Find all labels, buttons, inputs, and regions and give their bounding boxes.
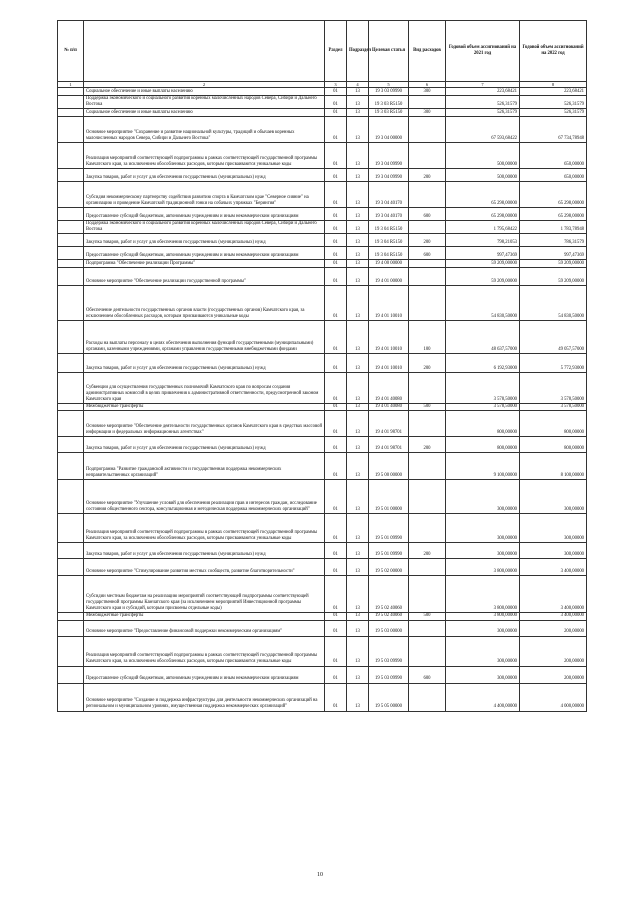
section-cell: 01	[325, 354, 347, 373]
table-row	[58, 480, 587, 514]
table-row	[58, 514, 587, 543]
exp-type-cell	[409, 143, 446, 169]
target-cell: 19 5 03 09990	[369, 666, 409, 683]
name-cell: Закупка товаров, работ и услуг для обеспечения государственных (муниципальных) нужд	[84, 543, 325, 559]
exp-type-cell	[409, 480, 446, 514]
name-cell: Социальное обеспечение и иные выплаты населению	[84, 88, 325, 96]
section-cell: 01	[325, 437, 347, 453]
name-cell: Обеспечение деятельности государственных органов власти (государственных органов) Камчатского края, за исключением обособленных расходов, которым присваиваются уникальные коды	[84, 286, 325, 321]
name-cell: Закупка товаров, работ и услуг для обеспечения государственных (муниципальных) нужд	[84, 234, 325, 247]
subsection-cell: 13	[347, 666, 369, 683]
num-cell	[58, 96, 84, 109]
section-cell: 01	[325, 88, 347, 96]
exp-type-cell: 200	[409, 437, 446, 453]
num-cell	[58, 234, 84, 247]
table-row	[58, 559, 587, 576]
section-cell: 01	[325, 234, 347, 247]
target-cell: 19 5 01 09990	[369, 514, 409, 543]
vol-2021-cell: 526,31579	[446, 109, 520, 117]
section-cell: 01	[325, 260, 347, 268]
name-cell: Субсидия некоммерческому партнерству содействия развитию спорта в Камчатском крае "Северное сияние" на организацию и проведение Камчатской традиционной гонки на собачьих упряжках "Берингия"	[84, 182, 325, 208]
table-row	[58, 234, 587, 247]
vol-2021-cell: 300,00000	[446, 666, 520, 683]
section-cell: 01	[325, 182, 347, 208]
vol-2021-cell: 48 637,57000	[446, 321, 520, 354]
name-cell: Предоставление субсидий бюджетным, автономным учреждениям и иным некоммерческим организациям	[84, 247, 325, 260]
subsection-cell: 13	[347, 234, 369, 247]
section-cell: 01	[325, 480, 347, 514]
table-row	[58, 404, 587, 411]
subsection-cell: 13	[347, 559, 369, 576]
col-number: 1	[58, 82, 84, 88]
section-cell: 01	[325, 373, 347, 404]
vol-2021-cell: 59 209,00000	[446, 260, 520, 268]
name-cell: Социальное обеспечение и иные выплаты населению	[84, 109, 325, 117]
vol-2022-cell: 223,68421	[520, 88, 587, 96]
table-row	[58, 268, 587, 286]
section-cell: 01	[325, 143, 347, 169]
target-cell: 19 4 01 10010	[369, 286, 409, 321]
vol-2021-cell: 500,00000	[446, 143, 520, 169]
section-cell: 01	[325, 613, 347, 620]
section-cell: 01	[325, 453, 347, 480]
num-cell	[58, 404, 84, 411]
section-cell: 01	[325, 321, 347, 354]
num-cell	[58, 620, 84, 636]
exp-type-cell	[409, 559, 446, 576]
vol-2021-cell: 997,47369	[446, 247, 520, 260]
table-row	[58, 411, 587, 437]
vol-2022-cell: 800,00000	[520, 437, 587, 453]
target-cell: 19 4 01 98701	[369, 437, 409, 453]
vol-2021-cell: 526,31579	[446, 96, 520, 109]
target-cell: 19 3 04 09990	[369, 169, 409, 182]
section-cell: 01	[325, 559, 347, 576]
vol-2022-cell: 997,47369	[520, 247, 587, 260]
vol-2022-cell: 3 400,00000	[520, 559, 587, 576]
vol-2022-cell: 3 400,00000	[520, 613, 587, 620]
col-number: 4	[347, 82, 369, 88]
num-cell	[58, 221, 84, 234]
subsection-cell: 13	[347, 260, 369, 268]
table-row	[58, 247, 587, 260]
vol-2022-cell: 300,00000	[520, 543, 587, 559]
subsection-cell: 13	[347, 354, 369, 373]
num-cell	[58, 613, 84, 620]
vol-2021-cell: 800,00000	[446, 411, 520, 437]
vol-2022-cell: 3 400,00000	[520, 576, 587, 613]
num-cell	[58, 373, 84, 404]
name-cell: Поддержка экономического и социального развития коренных малочисленных народов Севера, Сибири и Дальнего Востока	[84, 96, 325, 109]
name-cell: Основное мероприятие "Стимулирование развития местных сообществ, развитие благотворительности"	[84, 559, 325, 576]
vol-2021-cell: 65 298,00000	[446, 182, 520, 208]
target-cell: 19 5 02 40060	[369, 576, 409, 613]
exp-type-cell: 500	[409, 404, 446, 411]
table-row	[58, 576, 587, 613]
table-row	[58, 543, 587, 559]
exp-type-cell	[409, 117, 446, 143]
subsection-cell: 13	[347, 453, 369, 480]
vol-2021-cell: 3 800,00000	[446, 576, 520, 613]
col-number: 2	[84, 82, 325, 88]
table-row	[58, 437, 587, 453]
exp-type-cell: 200	[409, 234, 446, 247]
target-cell: 19 5 03 00000	[369, 620, 409, 636]
section-cell: 01	[325, 221, 347, 234]
exp-type-cell	[409, 268, 446, 286]
exp-type-cell	[409, 576, 446, 613]
target-cell: 19 5 03 09990	[369, 636, 409, 666]
header-vol-2022: Годовой объем ассигнований на 2022 год	[520, 21, 587, 82]
name-cell: Субвенции для осуществления государственных полномочий Камчатского края по вопросам создания административных комиссий в целях привлечения к административной ответственности, предусмотренной законом Камчатского края	[84, 373, 325, 404]
vol-2021-cell: 9 100,00000	[446, 453, 520, 480]
vol-2022-cell: 786,31579	[520, 234, 587, 247]
table-row	[58, 683, 587, 711]
section-cell: 01	[325, 208, 347, 221]
header-row	[58, 21, 587, 82]
subsection-cell: 13	[347, 437, 369, 453]
subsection-cell: 13	[347, 221, 369, 234]
vol-2022-cell: 5 772,93000	[520, 354, 587, 373]
name-cell: Основное мероприятие "Сохранение и развитие национальной культуры, традиций и обычаев коренных малочисленных народов Севера, Сибири и Дальнего Востока"	[84, 117, 325, 143]
vol-2021-cell: 300,00000	[446, 514, 520, 543]
target-cell: 19 3 04 R5150	[369, 221, 409, 234]
header-vol-2021: Годовой объем ассигнований на 2021 год	[446, 21, 520, 82]
page-number: 10	[317, 872, 323, 878]
vol-2022-cell: 3 578,50000	[520, 404, 587, 411]
subsection-cell: 13	[347, 88, 369, 96]
num-cell	[58, 321, 84, 354]
vol-2022-cell: 526,31579	[520, 96, 587, 109]
exp-type-cell	[409, 620, 446, 636]
section-cell: 01	[325, 117, 347, 143]
table-row	[58, 109, 587, 117]
exp-type-cell: 100	[409, 321, 446, 354]
target-cell: 19 4 01 10010	[369, 354, 409, 373]
target-cell: 19 3 04 R5150	[369, 234, 409, 247]
name-cell: Предоставление субсидий бюджетным, автономным учреждениям и иным некоммерческим организациям	[84, 208, 325, 221]
subsection-cell: 13	[347, 373, 369, 404]
name-cell: Основное мероприятие "Создание и поддержка инфраструктуры для деятельности некоммерческих организаций на региональном и муниципальном уровнях, имущественная поддержка некоммерческих организаций"	[84, 683, 325, 711]
table-row	[58, 117, 587, 143]
exp-type-cell: 600	[409, 666, 446, 683]
vol-2021-cell: 300,00000	[446, 620, 520, 636]
subsection-cell: 13	[347, 480, 369, 514]
subsection-cell: 13	[347, 182, 369, 208]
section-cell: 01	[325, 576, 347, 613]
vol-2022-cell: 4 000,00000	[520, 683, 587, 711]
num-cell	[58, 182, 84, 208]
target-cell: 19 4 00 00000	[369, 260, 409, 268]
budget-table	[57, 20, 587, 712]
target-cell: 19 3 04 09990	[369, 143, 409, 169]
vol-2022-cell: 800,00000	[520, 411, 587, 437]
target-cell: 19 5 01 09990	[369, 543, 409, 559]
section-cell: 01	[325, 109, 347, 117]
name-cell: Межбюджетные трансферты	[84, 404, 325, 411]
table-row	[58, 260, 587, 268]
subsection-cell: 13	[347, 620, 369, 636]
target-cell: 19 4 01 40080	[369, 373, 409, 404]
vol-2021-cell: 500,00000	[446, 169, 520, 182]
num-cell	[58, 208, 84, 221]
num-cell	[58, 286, 84, 321]
table-row	[58, 321, 587, 354]
vol-2021-cell: 300,00000	[446, 480, 520, 514]
exp-type-cell: 300	[409, 88, 446, 96]
vol-2021-cell: 67 593,68422	[446, 117, 520, 143]
num-cell	[58, 88, 84, 96]
exp-type-cell	[409, 411, 446, 437]
table-row	[58, 88, 587, 96]
exp-type-cell	[409, 373, 446, 404]
section-cell: 01	[325, 514, 347, 543]
table-body	[58, 88, 587, 712]
num-cell	[58, 480, 84, 514]
header-name	[84, 21, 325, 82]
subsection-cell: 13	[347, 683, 369, 711]
target-cell: 19 3 04 40170	[369, 208, 409, 221]
header-subsection: Подраздел	[347, 21, 369, 82]
vol-2022-cell: 65 298,00000	[520, 208, 587, 221]
name-cell: Основное мероприятие "Обеспечение деятельности государственных органов Камчатского края в средствах массовой информации и федеральных информационных агентствах"	[84, 411, 325, 437]
section-cell: 01	[325, 543, 347, 559]
table-row	[58, 636, 587, 666]
num-cell	[58, 169, 84, 182]
num-cell	[58, 268, 84, 286]
subsection-cell: 13	[347, 117, 369, 143]
section-cell: 01	[325, 636, 347, 666]
table-row	[58, 143, 587, 169]
subsection-cell: 13	[347, 576, 369, 613]
vol-2022-cell: 200,00000	[520, 666, 587, 683]
vol-2021-cell: 3 578,50000	[446, 373, 520, 404]
col-number: 7	[446, 82, 520, 88]
vol-2021-cell: 223,68421	[446, 88, 520, 96]
target-cell: 19 3 03 09990	[369, 88, 409, 96]
vol-2022-cell: 650,00000	[520, 143, 587, 169]
vol-2022-cell: 65 298,00000	[520, 182, 587, 208]
exp-type-cell	[409, 636, 446, 666]
subsection-cell: 13	[347, 321, 369, 354]
target-cell: 19 4 01 10010	[369, 321, 409, 354]
vol-2022-cell: 300,00000	[520, 480, 587, 514]
section-cell: 01	[325, 683, 347, 711]
subsection-cell: 13	[347, 169, 369, 182]
exp-type-cell	[409, 96, 446, 109]
exp-type-cell	[409, 514, 446, 543]
table-row	[58, 182, 587, 208]
target-cell: 19 5 05 00000	[369, 683, 409, 711]
vol-2021-cell: 300,00000	[446, 636, 520, 666]
name-cell: Закупка товаров, работ и услуг для обеспечения государственных (муниципальных) нужд	[84, 437, 325, 453]
section-cell: 01	[325, 169, 347, 182]
subsection-cell: 13	[347, 96, 369, 109]
col-number: 5	[369, 82, 409, 88]
col-number: 8	[520, 82, 587, 88]
vol-2021-cell: 4 400,00000	[446, 683, 520, 711]
num-cell	[58, 411, 84, 437]
target-cell: 19 3 04 00000	[369, 117, 409, 143]
num-cell	[58, 260, 84, 268]
exp-type-cell: 500	[409, 613, 446, 620]
target-cell: 19 3 03 R5150	[369, 109, 409, 117]
exp-type-cell	[409, 182, 446, 208]
subsection-cell: 13	[347, 247, 369, 260]
name-cell: Закупка товаров, работ и услуг для обеспечения государственных (муниципальных) нужд	[84, 354, 325, 373]
exp-type-cell: 200	[409, 543, 446, 559]
exp-type-cell: 200	[409, 354, 446, 373]
target-cell: 19 5 00 00000	[369, 453, 409, 480]
vol-2022-cell: 67 734,78948	[520, 117, 587, 143]
subsection-cell: 13	[347, 613, 369, 620]
exp-type-cell: 600	[409, 208, 446, 221]
section-cell: 01	[325, 268, 347, 286]
target-cell: 19 3 04 R5150	[369, 247, 409, 260]
section-cell: 01	[325, 411, 347, 437]
subsection-cell: 13	[347, 109, 369, 117]
vol-2021-cell: 800,00000	[446, 437, 520, 453]
subsection-cell: 13	[347, 143, 369, 169]
target-cell: 19 4 01 98701	[369, 411, 409, 437]
target-cell: 19 3 04 40170	[369, 182, 409, 208]
name-cell: Подпрограмма "Развитие гражданской активности и государственная поддержка некоммерческих неправительственных организаций"	[84, 453, 325, 480]
num-cell	[58, 247, 84, 260]
table-row	[58, 613, 587, 620]
subsection-cell: 13	[347, 514, 369, 543]
vol-2022-cell: 59 209,00000	[520, 260, 587, 268]
header-exp-type: Вид расходов	[409, 21, 446, 82]
target-cell: 19 3 03 R5150	[369, 96, 409, 109]
subsection-cell: 13	[347, 208, 369, 221]
name-cell: Закупка товаров, работ и услуг для обеспечения государственных (муниципальных) нужд	[84, 169, 325, 182]
exp-type-cell	[409, 221, 446, 234]
vol-2021-cell: 3 800,00000	[446, 613, 520, 620]
col-number: 3	[325, 82, 347, 88]
subsection-cell: 13	[347, 286, 369, 321]
col-number: 6	[409, 82, 446, 88]
vol-2022-cell: 59 209,00000	[520, 268, 587, 286]
num-cell	[58, 666, 84, 683]
vol-2022-cell: 200,00000	[520, 620, 587, 636]
exp-type-cell	[409, 453, 446, 480]
exp-type-cell: 600	[409, 247, 446, 260]
target-cell: 19 5 02 40060	[369, 613, 409, 620]
vol-2022-cell: 8 100,00000	[520, 453, 587, 480]
name-cell: Основное мероприятие "Предоставление финансовой поддержки некоммерческим организациям"	[84, 620, 325, 636]
vol-2021-cell: 3 578,50000	[446, 404, 520, 411]
table-row	[58, 453, 587, 480]
name-cell: Предоставление субсидий бюджетным, автономным учреждениям и иным некоммерческим организациям	[84, 666, 325, 683]
section-cell: 01	[325, 247, 347, 260]
vol-2022-cell: 300,00000	[520, 514, 587, 543]
target-cell: 19 4 01 40080	[369, 404, 409, 411]
table-row	[58, 666, 587, 683]
vol-2022-cell: 1 783,78948	[520, 221, 587, 234]
subsection-cell: 13	[347, 404, 369, 411]
vol-2022-cell: 49 057,57000	[520, 321, 587, 354]
table-row	[58, 620, 587, 636]
name-cell: Подпрограмма "Обеспечение реализации Программы"	[84, 260, 325, 268]
name-cell: Реализация мероприятий соответствующей подпрограммы в рамках соответствующей государственной программы Камчатского края, за исключением обособленных расходов, которым присваиваются уникальные коды	[84, 514, 325, 543]
table-row	[58, 221, 587, 234]
target-cell: 19 5 01 00000	[369, 480, 409, 514]
name-cell: Основное мероприятие "Обеспечение реализации государственной программы"	[84, 268, 325, 286]
exp-type-cell: 300	[409, 109, 446, 117]
table-row	[58, 354, 587, 373]
table-row	[58, 208, 587, 221]
name-cell: Межбюджетные трансферты	[84, 613, 325, 620]
num-cell	[58, 636, 84, 666]
vol-2021-cell: 1 795,68422	[446, 221, 520, 234]
target-cell: 19 4 01 00000	[369, 268, 409, 286]
exp-type-cell	[409, 286, 446, 321]
name-cell: Расходы на выплаты персоналу в целях обеспечения выполнения функций государственными (муниципальными) органами, казенными учреждениями, органами управления государственными внебюджетными фондами	[84, 321, 325, 354]
vol-2021-cell: 65 298,00000	[446, 208, 520, 221]
num-cell	[58, 437, 84, 453]
vol-2022-cell: 650,00000	[520, 169, 587, 182]
section-cell: 01	[325, 666, 347, 683]
subsection-cell: 13	[347, 543, 369, 559]
subsection-cell: 13	[347, 268, 369, 286]
name-cell: Реализация мероприятий соответствующей подпрограммы в рамках соответствующей государственной программы Камчатского края, за исключением обособленных расходов, которым присваиваются уникальные коды	[84, 636, 325, 666]
vol-2021-cell: 300,00000	[446, 543, 520, 559]
header-section: Раздел	[325, 21, 347, 82]
vol-2021-cell: 798,21053	[446, 234, 520, 247]
num-cell	[58, 117, 84, 143]
table-row	[58, 169, 587, 182]
exp-type-cell: 200	[409, 169, 446, 182]
header-num: № п/п	[58, 21, 84, 82]
vol-2021-cell: 6 192,93000	[446, 354, 520, 373]
num-cell	[58, 543, 84, 559]
target-cell: 19 5 02 00000	[369, 559, 409, 576]
header-target: Целевая статья	[369, 21, 409, 82]
section-cell: 01	[325, 96, 347, 109]
vol-2021-cell: 59 209,00000	[446, 268, 520, 286]
exp-type-cell	[409, 260, 446, 268]
subsection-cell: 13	[347, 636, 369, 666]
vol-2022-cell: 54 830,50000	[520, 286, 587, 321]
exp-type-cell	[409, 683, 446, 711]
num-cell	[58, 109, 84, 117]
table-row	[58, 96, 587, 109]
section-cell: 01	[325, 286, 347, 321]
num-cell	[58, 576, 84, 613]
name-cell: Субсидии местным бюджетам на реализацию мероприятий соответствующей подпрограммы соответствующей государственной программы Камчатского края (за исключением мероприятий Инвестиционной программы Камчатского края и субсидий, которым присвоены отдельные коды)	[84, 576, 325, 613]
section-cell: 01	[325, 620, 347, 636]
num-cell	[58, 683, 84, 711]
section-cell: 01	[325, 404, 347, 411]
table-row	[58, 286, 587, 321]
vol-2021-cell: 54 830,50000	[446, 286, 520, 321]
num-cell	[58, 354, 84, 373]
vol-2022-cell: 3 578,50000	[520, 373, 587, 404]
vol-2022-cell: 526,31579	[520, 109, 587, 117]
num-cell	[58, 514, 84, 543]
name-cell: Основное мероприятие "Улучшение условий для обеспечения реализации прав и интересов граждан, исследование состояния общественного сектора, консультационная и методическая поддержка некоммерческих организаций"	[84, 480, 325, 514]
subsection-cell: 13	[347, 411, 369, 437]
num-cell	[58, 559, 84, 576]
name-cell: Реализация мероприятий соответствующей подпрограммы в рамках соответствующей государственной программы Камчатского края, за исключением обособленных расходов, которым присваиваются уникальные коды	[84, 143, 325, 169]
num-cell	[58, 143, 84, 169]
vol-2022-cell: 200,00000	[520, 636, 587, 666]
name-cell: Поддержка экономического и социального развития коренных малочисленных народов Севера, Сибири и Дальнего Востока	[84, 221, 325, 234]
vol-2021-cell: 3 800,00000	[446, 559, 520, 576]
num-cell	[58, 453, 84, 480]
table-row	[58, 373, 587, 404]
